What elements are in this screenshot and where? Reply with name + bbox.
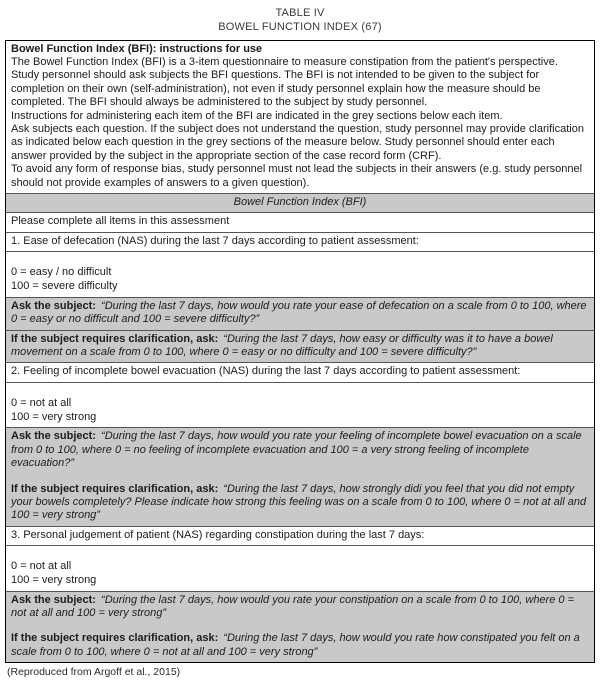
- bfi-table: [5, 40, 595, 664]
- instructions-paragraph-1: The Bowel Function Index (BFI) is a 3-item questionnaire to measure constipation from the patient's perspective. Study personnel should ask subjects the BFI questions. The BFI is not intended to be given to the subject for completion on their own (self-administration), not even if study personnel explain how the measure should be completed. The BFI should always be administered to the subject by study personnel.: [11, 56, 558, 109]
- item1-clarify-text: “During the last 7 days, how easy or difficulty was it to have a bowel movement on a scale from 0 to 100, where 0 = easy or no difficulty and 100 = severe difficulty?”: [11, 332, 553, 358]
- item2-instructions-row: [6, 428, 594, 526]
- table-caption: [5, 4, 595, 40]
- item3-question-row: 3. Personal judgement of patient (NAS) regarding constipation during the last 7 days:: [6, 527, 594, 546]
- item1-clarify-label: If the subject requires clarification, ask:: [11, 332, 219, 345]
- item3-clarify-text: “During the last 7 days, how would you rate how constipated you felt on a scale from 0 to 100, where 0 = not at all and 100 = very strong”: [11, 632, 580, 658]
- item3-anchor-low: 0 = not at all: [11, 560, 72, 573]
- item3-ask-paragraph: [11, 594, 589, 621]
- item3-ask-text: “During the last 7 days, how would you rate your constipation on a scale from 0 to 100, where 0 = not at all and 100 = very strong”: [11, 593, 574, 620]
- instructions-paragraph-3: Ask subjects each question. If the subject does not understand the question, study personnel may provide clarification as indicated below each question in the grey sections of the measure below. Study personnel should enter each answer provided by the subject in the appropriate section of the case record form (CRF).: [11, 123, 584, 162]
- item1-ask-row: [6, 298, 594, 331]
- item1-ask-text: “During the last 7 days, how would you rate your ease of defecation on a scale from 0 to 100, where 0 = easy or no difficult and 100 = severe difficulty?”: [11, 299, 587, 326]
- item2-clarify-paragraph: [11, 483, 589, 523]
- item2-anchors-row: [6, 383, 594, 429]
- item3-ask-label: Ask the subject:: [11, 593, 96, 606]
- instructions-section: [6, 41, 594, 194]
- item3-anchors-row: [6, 546, 594, 592]
- item3-clarify-paragraph: [11, 632, 589, 659]
- table-title: BOWEL FUNCTION INDEX (67): [218, 21, 382, 34]
- item2-ask-paragraph: [11, 430, 589, 470]
- assessment-note-row: Please complete all items in this assessment: [6, 213, 594, 232]
- table-label: TABLE IV: [275, 7, 325, 19]
- item1-anchor-low: 0 = easy / no difficult: [11, 266, 112, 279]
- item2-clarify-text: “During the last 7 days, how strongly didi you feel that you did not empty your bowels completely? Please indicate how strong this feeling was on a scale from 0 to 100, where 0 = not at all and 100 = very strong”: [11, 482, 587, 522]
- item1-ask-label: Ask the subject:: [11, 299, 96, 312]
- item3-clarify-label: If the subject requires clarification, ask:: [11, 632, 219, 645]
- item1-anchors-row: [6, 252, 594, 298]
- item2-question-row: 2. Feeling of incomplete bowel evacuation (NAS) during the last 7 days according to patient assessment:: [6, 363, 594, 382]
- item2-ask-text: “During the last 7 days, how would you rate your feeling of incomplete bowel evacuation on a scale from 0 to 100, where 0 = no feeling of incomplete evacuation and 100 = a very strong feeling of incomplete evacuation?”: [11, 430, 582, 470]
- item3-anchor-high: 100 = very strong: [11, 573, 97, 586]
- item2-ask-label: Ask the subject:: [11, 430, 96, 443]
- item1-question-row: 1. Ease of defecation (NAS) during the last 7 days according to patient assessment:: [6, 233, 594, 252]
- item1-anchor-high: 100 = severe difficulty: [11, 280, 118, 293]
- source-note: (Reproduced from Argoff et al., 2015): [7, 666, 181, 679]
- instructions-paragraph-2: Instructions for administering each item of the BFI are indicated in the grey sections below each item.: [11, 109, 503, 122]
- item3-instructions-row: [6, 592, 594, 663]
- instructions-heading: Bowel Function Index (BFI): instructions for use: [11, 42, 263, 55]
- section-title-row: Bowel Function Index (BFI): [6, 194, 594, 213]
- instructions-paragraph-4: To avoid any form of response bias, study personnel must not lead the subjects in their answers (e.g. study personnel should not provide examples of answers to a given question).: [11, 163, 583, 189]
- item2-clarify-label: If the subject requires clarification, ask:: [11, 482, 219, 495]
- item1-clarify-row: [6, 331, 594, 364]
- item2-anchor-low: 0 = not at all: [11, 396, 72, 409]
- item2-anchor-high: 100 = very strong: [11, 410, 97, 423]
